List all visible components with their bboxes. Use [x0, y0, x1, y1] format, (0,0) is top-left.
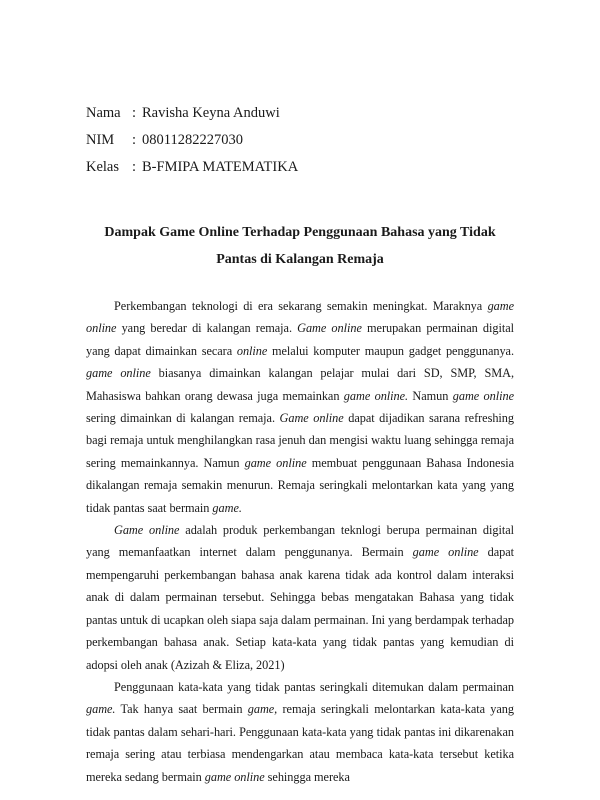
paragraph-text: Namun [408, 388, 453, 403]
paragraph-text: merupakan permainan digital yang dapat dimainkan secara [86, 321, 514, 358]
italic-term: game online [86, 366, 151, 381]
italic-term: Game online [279, 411, 344, 426]
italic-term: game, [247, 702, 278, 717]
paragraph-text: adalah produk perkembangan teknlogi berupa permainan digital yang memanfaatkan internet dalam penggunanya. Bermain [86, 523, 514, 560]
paragraph-text: sering dimainkan di kalangan remaja. [86, 411, 280, 426]
italic-term: game. [212, 500, 242, 515]
paragraph-text: melalui komputer maupun gadget penggunanya. [267, 343, 514, 358]
identity-block [86, 100, 514, 181]
paragraph-text: dapat mempengaruhi perkembangan bahasa anak karena tidak ada kontrol dalam interaksi anak di dalam permainan tersebut. Sehingga bebas mengatakan Bahasa yang tidak pantas untuk di ucapkan oleh siapa saja dalam permainan. Ini yang berdampak terhadap perkembangan bahasa anak. Setiap kata-kata yang tidak pantas yang kemudian di adopsi oleh anak (Azizah & Eliza, 2021) [86, 545, 514, 672]
italic-term: online [236, 343, 268, 358]
italic-term: game online [412, 545, 479, 560]
nim-row [86, 127, 514, 154]
paragraph-text: Perkembangan teknologi di era sekarang semakin meningkat. Maraknya [114, 299, 488, 313]
paragraph-text: sehingga mereka [264, 769, 350, 784]
paragraph-text: biasanya dimainkan kalangan pelajar mulai dari SD, SMP, SMA, Mahasiswa bahkan orang dewasa juga memainkan [86, 366, 514, 403]
essay-title [86, 219, 514, 273]
paragraph-text: Penggunaan kata-kata yang tidak pantas seringkali ditemukan dalam permainan [114, 679, 514, 694]
name-label: Nama [86, 105, 121, 121]
name-separator: : [131, 105, 137, 121]
class-row [86, 154, 514, 181]
paragraph-text: yang beredar di kalangan remaja. [116, 321, 298, 336]
italic-term: game online. [343, 388, 409, 403]
paragraph-text: membuat penggunaan Bahasa Indonesia dikalangan remaja semakin menurun. Remaja seringkali melontarkan kata yang yang tidak pantas saat bermain [86, 455, 514, 515]
name-row [86, 100, 514, 127]
nim-separator: : [131, 132, 137, 148]
title-line-1: Dampak Game Online Terhadap Penggunaan Bahasa yang Tidak [104, 225, 496, 240]
class-separator: : [131, 159, 137, 175]
paragraph-text: dapat dijadikan sarana refreshing bagi remaja untuk menghilangkan rasa jenuh dan mengisi waktu luang sehingga remaja sering memainkannya. Namun [86, 411, 514, 470]
italic-term: Game online [297, 321, 362, 336]
italic-term: game online [204, 769, 265, 784]
essay-body [86, 295, 514, 788]
italic-term: game online [452, 388, 514, 403]
title-line-2: Pantas di Kalangan Remaja [216, 252, 384, 267]
nim-label: NIM [86, 132, 115, 148]
essay-paragraph [86, 519, 514, 676]
nim-value: 08011282227030 [142, 132, 243, 148]
class-value: B-FMIPA MATEMATIKA [142, 159, 299, 175]
essay-paragraph [86, 295, 514, 519]
paragraph-text: Tak hanya saat bermain [115, 702, 248, 717]
name-value: Ravisha Keyna Anduwi [142, 105, 280, 121]
italic-term: game. [86, 702, 116, 717]
class-label: Kelas [86, 159, 120, 175]
italic-term: game online [244, 455, 307, 470]
paragraph-text: remaja seringkali melontarkan kata-kata yang tidak pantas dalam sehari-hari. Penggunaan kata-kata yang tidak pantas ini dikarenakan remaja sering atau terbiasa mendengarkan atau membaca kata-kata tersebut ketika mereka sedang bermain [86, 702, 514, 784]
italic-term: Game online [114, 523, 180, 538]
italic-term: game online [86, 299, 514, 336]
essay-paragraph [86, 676, 514, 788]
